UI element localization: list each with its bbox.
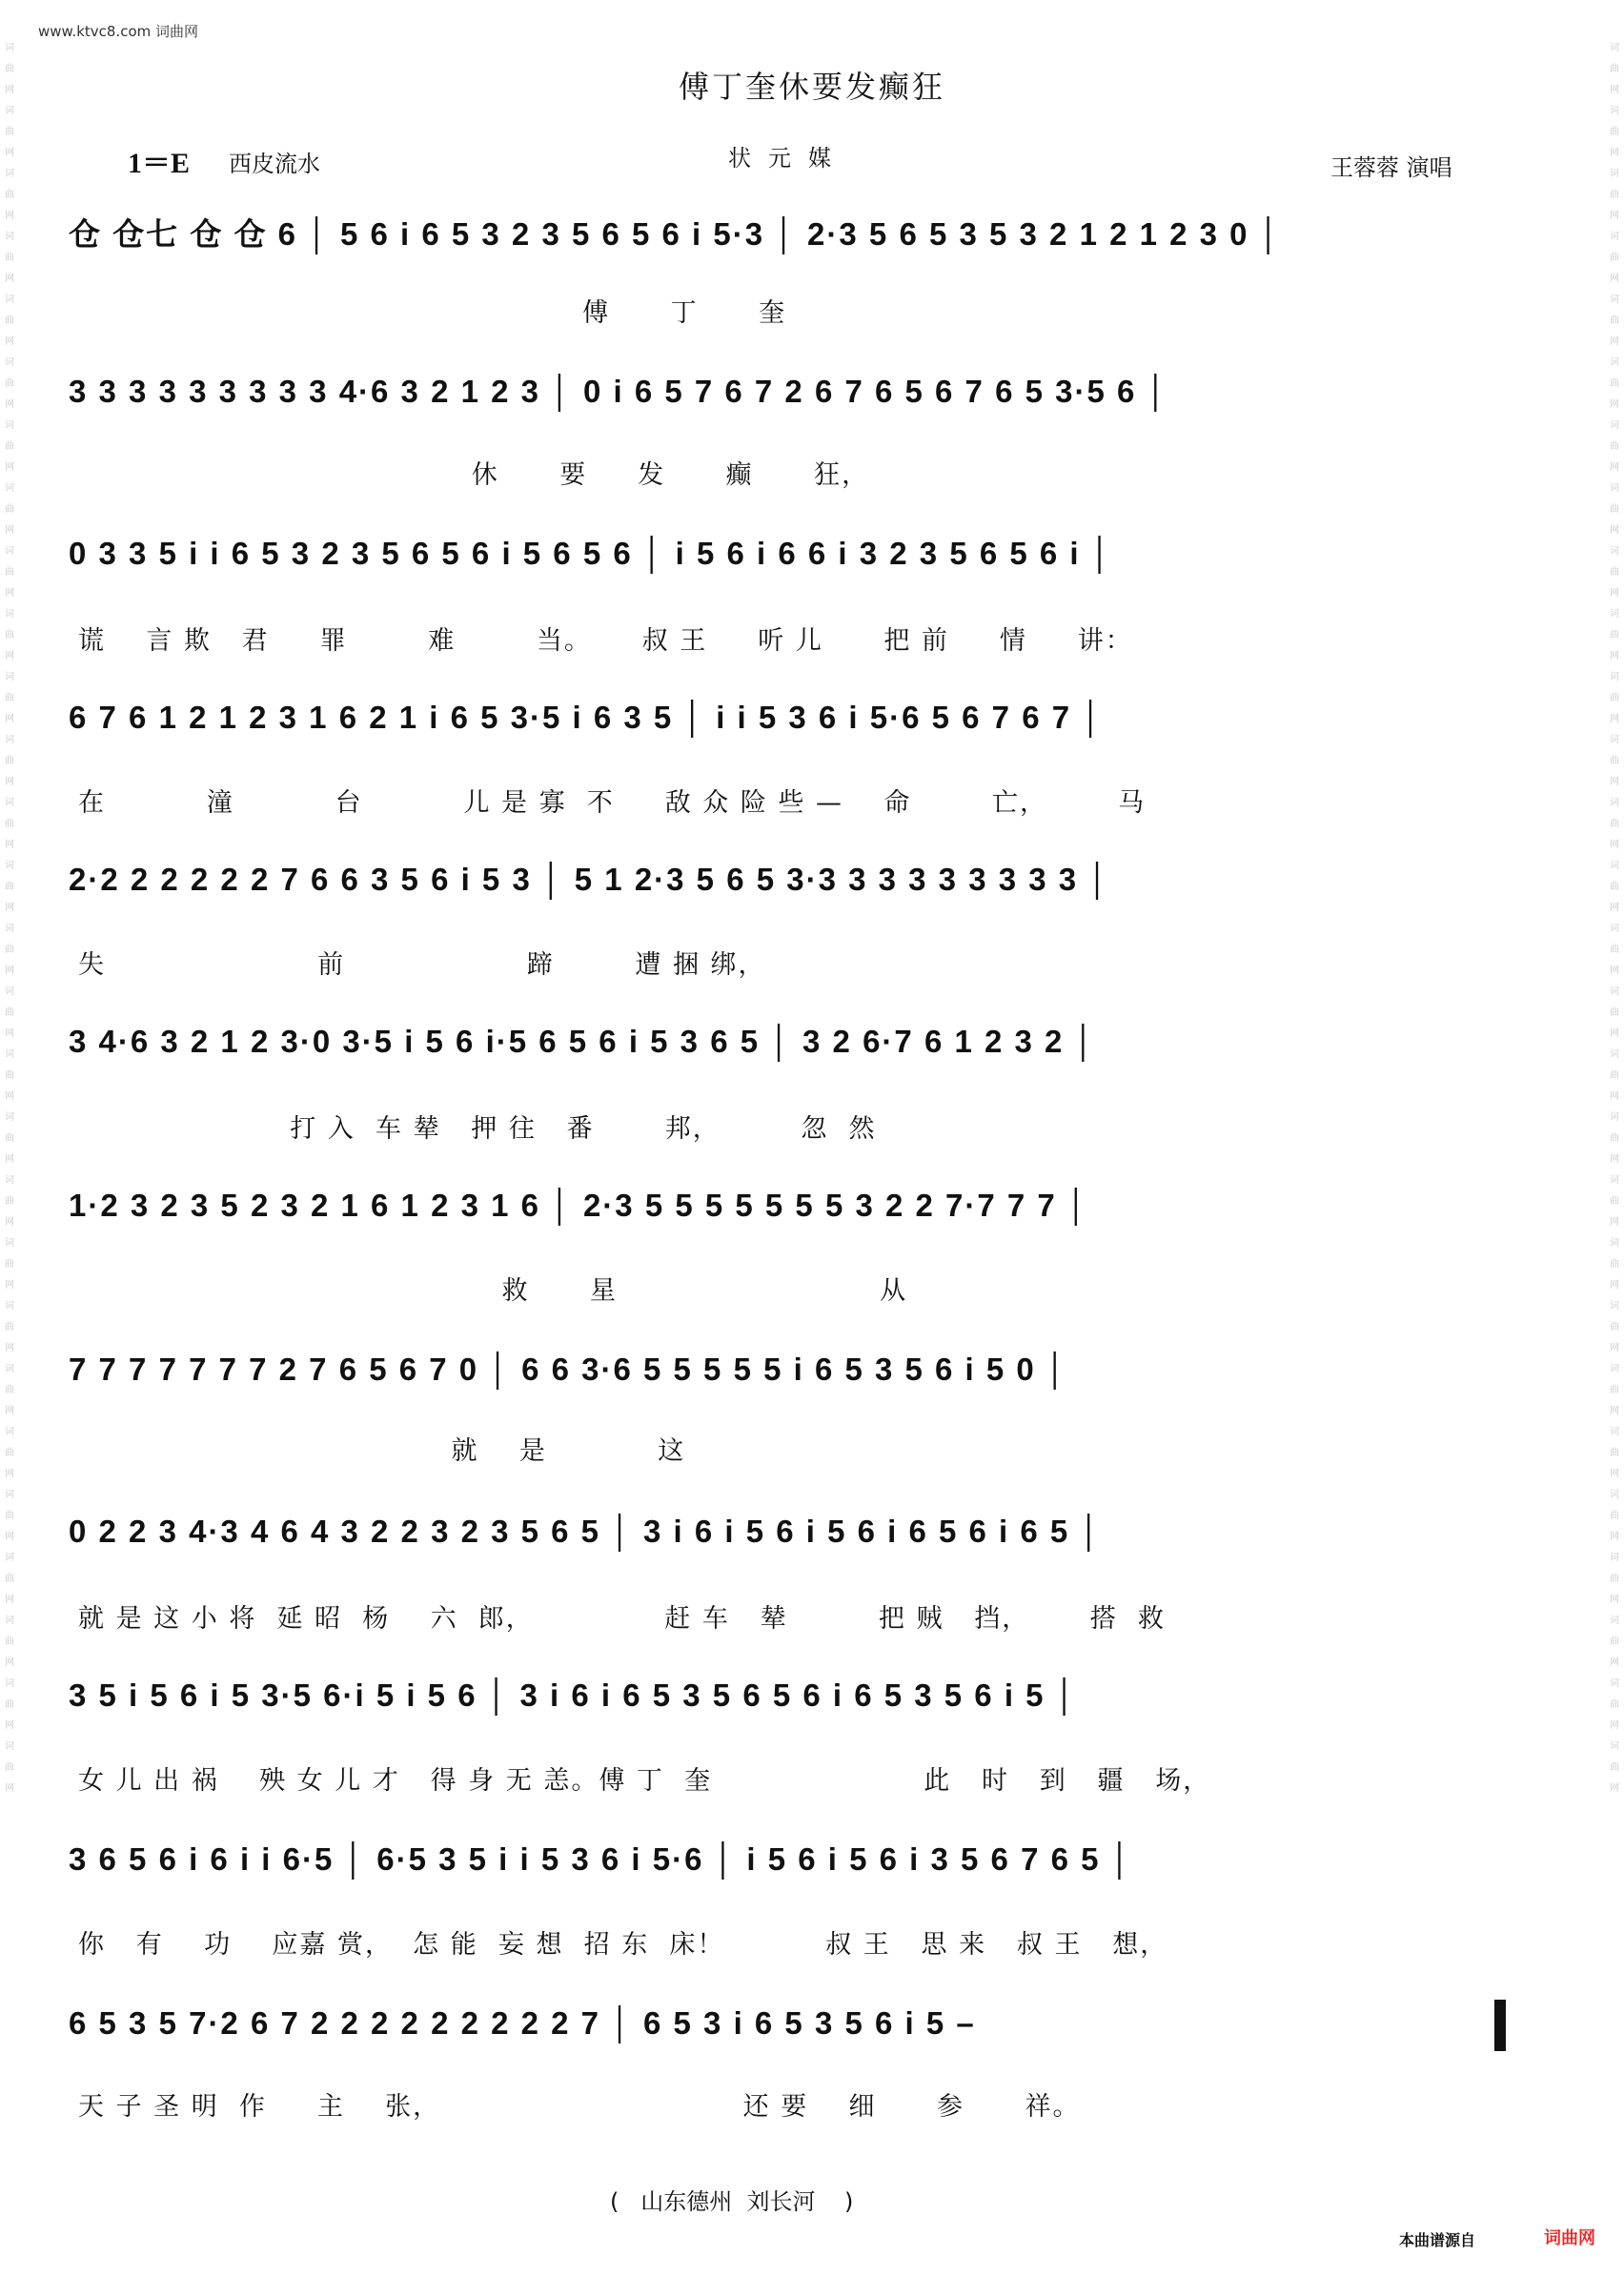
notation-line: 2·2 2 2 2 2 2 7 6 6 3 5 6 i 5 3 │ 5 1 2·3 5 6 5 3·3 3 3 3 3 3 3 3 3 │	[69, 862, 1110, 897]
notation-line: 3 6 5 6 i 6 i i 6·5 │ 6·5 3 5 i i 5 3 6 i 5·6 │ i 5 6 i 5 6 i 3 5 6 7 6 5 │	[69, 1841, 1133, 1877]
staff-row	[69, 1514, 1561, 1571]
staff-row	[69, 1188, 1561, 1245]
tempo-mode: 西皮流水	[229, 151, 320, 177]
lyric-line: 就 是 这	[78, 1436, 686, 1466]
singer-credit: 王蓉蓉 演唱	[1330, 154, 1452, 181]
lyric-line: 傅 丁 奎	[78, 298, 787, 328]
staff-row	[69, 374, 1561, 431]
notation-line: 0 3 3 5 i i 6 5 3 2 3 5 6 5 6 i 5 6 5 6 │ i 5 6 i 6 6 i 3 2 3 5 6 5 6 i │	[69, 536, 1113, 571]
notation-line: 6 5 3 5 7·2 6 7 2 2 2 2 2 2 2 2 2 7 │ 6 5 3 i 6 5 3 5 6 i 5 –	[69, 2005, 976, 2041]
watermark-strip-left: 词曲网词曲网词曲网词曲网词曲网词曲网词曲网词曲网词曲网词曲网词曲网词曲网词曲网词曲网词曲网词曲网词曲网词曲网词曲网词曲网词曲网词曲网词曲网词曲网词曲网词曲网词曲网词曲网	[5, 43, 14, 1794]
notation-line: 3 5 i 5 6 i 5 3·5 6·i 5 i 5 6 │ 3 i 6 i 6 5 3 5 6 5 6 i 6 5 3 5 6 i 5 │	[69, 1677, 1078, 1713]
staff-row	[69, 536, 1561, 593]
notation-line: 6 7 6 1 2 1 2 3 1 6 2 1 i 6 5 3·5 i 6 3 5 │ i i 5 3 6 i 5·6 5 6 7 6 7 │	[69, 700, 1104, 735]
lyric-line: 救 星 从	[78, 1276, 908, 1306]
notation-line: 3 4·6 3 2 1 2 3·0 3·5 i 5 6 i·5 6 5 6 i 5 3 6 5 │ 3 2 6·7 6 1 2 3 2 │	[69, 1024, 1097, 1059]
staff-row	[69, 1677, 1561, 1735]
staff-row	[69, 1352, 1561, 1409]
staff-row	[69, 210, 1561, 267]
source-label: 本曲谱源自	[1399, 2231, 1476, 2249]
lyric-line: 谎 言 欺 君 罪 难 当。 叔 王 听 儿 把 前 情 讲：	[78, 626, 1133, 656]
notation-line: 仓 仓七 仓 仓 6 │ 5 6 i 6 5 3 2 3 5 6 5 6 i 5·3 │ 2·3 5 6 5 3 5 3 2 1 2 1 2 3 0 │	[69, 216, 1282, 252]
score-title: 傅丁奎休要发癫狂	[678, 69, 945, 105]
key-signature: 1＝E	[128, 148, 191, 179]
lyric-line: 休 要 发 癫 狂，	[78, 460, 870, 490]
lyric-line: 在 潼 台 儿 是 寡 不 敌 众 险 些 — 命 亡， 马	[78, 788, 1147, 818]
lyric-line: 就 是 这 小 将 延 昭 杨 六 郎， 赶 车 辇 把 贼 挡， 搭 救	[78, 1604, 1166, 1634]
final-barline	[1494, 2000, 1506, 2051]
watermark-strip-right: 词曲网词曲网词曲网词曲网词曲网词曲网词曲网词曲网词曲网词曲网词曲网词曲网词曲网词曲网词曲网词曲网词曲网词曲网词曲网词曲网词曲网词曲网词曲网词曲网词曲网词曲网词曲网词曲网	[1610, 43, 1619, 1794]
opera-name: 状元媒	[728, 145, 848, 172]
source-brand-logo[interactable]: 词曲网	[1544, 2228, 1595, 2248]
notation-line: 1·2 3 2 3 5 2 3 2 1 6 1 2 3 1 6 │ 2·3 5 5 5 5 5 5 5 3 2 2 7·7 7 7 │	[69, 1188, 1089, 1223]
transcriber-credit: ( 山东德州 刘长河 )	[610, 2188, 854, 2215]
staff-row	[69, 862, 1561, 919]
lyric-line: 失 前 蹄 遭 捆 绑，	[78, 950, 766, 980]
notation-line: 3 3 3 3 3 3 3 3 3 4·6 3 2 1 2 3 │ 0 i 6 5 7 6 7 2 6 7 6 5 6 7 6 5 3·5 6 │	[69, 374, 1169, 409]
staff-row	[69, 1024, 1561, 1081]
staff-row	[69, 700, 1561, 757]
staff-row	[69, 2005, 1561, 2063]
lyric-line: 天 子 圣 明 作 主 张， 还 要 细 参 祥。	[78, 2092, 1081, 2122]
lyric-line: 打 入 车 辇 押 往 番 邦， 忽 然	[78, 1114, 877, 1144]
notation-line: 0 2 2 3 4·3 4 6 4 3 2 2 3 2 3 5 6 5 │ 3 i 6 i 5 6 i 5 6 i 6 5 6 i 6 5 │	[69, 1514, 1103, 1549]
lyric-line: 你 有 功 应嘉 赏， 怎 能 妄 想 招 东 床！ 叔 王 思 来 叔 王 想，	[78, 1930, 1168, 1960]
staff-row	[69, 1841, 1561, 1899]
lyric-line: 女 儿 出 祸 殃 女 儿 才 得 身 无 恙。傅 丁 奎 此 时 到 疆 场，	[78, 1766, 1211, 1796]
notation-line: 7 7 7 7 7 7 7 2 7 6 5 6 7 0 │ 6 6 3·6 5 5 5 5 5 i 6 5 3 5 6 i 5 0 │	[69, 1352, 1068, 1387]
site-url[interactable]: www.ktvc8.com 词曲网	[38, 23, 199, 40]
